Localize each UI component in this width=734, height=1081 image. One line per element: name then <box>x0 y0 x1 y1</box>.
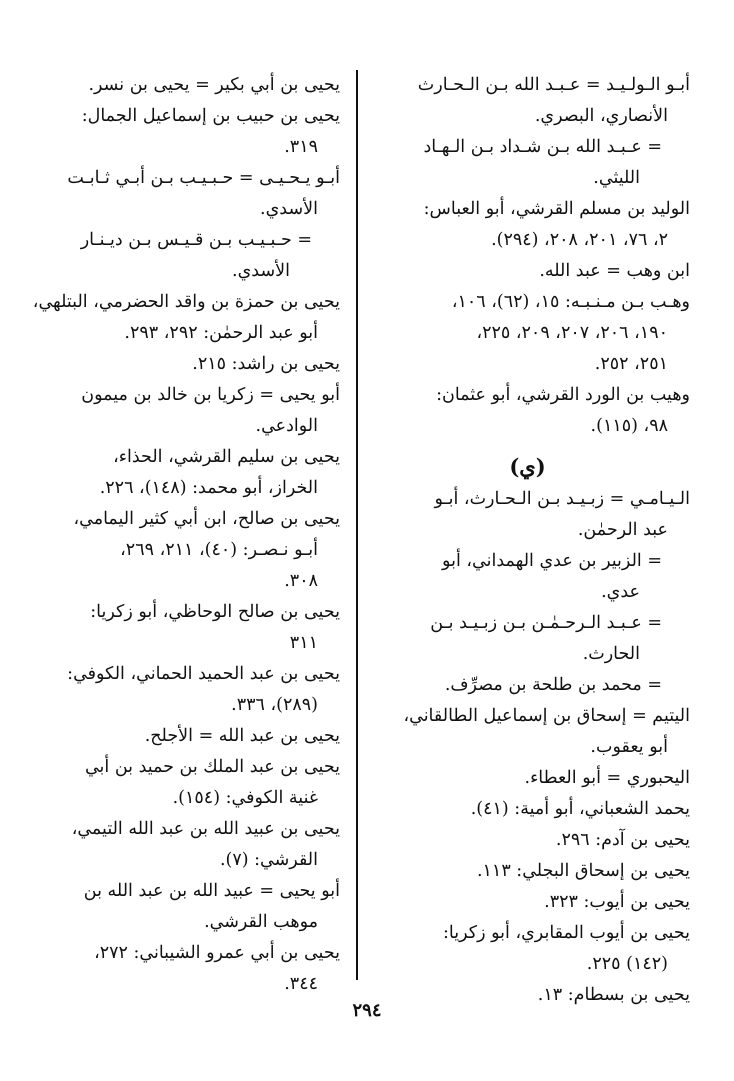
entry-continuation: الحارث. <box>582 644 640 664</box>
entry-text: يحيى بن عبيد الله بن عبد الله التيمي، <box>71 819 340 839</box>
entry-text: = حـبـيـب بـن قـيـس بـن ديـنـار <box>80 230 312 250</box>
left-column <box>15 70 340 1000</box>
entry-continuation: ٣٤٤. <box>284 974 318 994</box>
index-entry <box>365 132 690 194</box>
index-entry <box>365 887 690 918</box>
entry-text: الـيـامـي = زبـيـد بـن الـحـارث، أبـو <box>434 489 690 509</box>
entry-continuation: (١٤٢) ٢٢٥. <box>586 954 668 974</box>
entry-text: = الزبير بن عدي الهمداني، أبو <box>442 551 662 571</box>
index-entry <box>15 814 340 876</box>
index-entry <box>15 938 340 1000</box>
index-entry <box>15 721 340 752</box>
entry-text: اليحبوري = أبو العطاء. <box>524 768 690 788</box>
entry-text: يحمد الشعباني، أبو أمية: (٤١). <box>470 799 690 819</box>
index-entry <box>15 380 340 442</box>
index-entry <box>15 752 340 814</box>
index-entry <box>15 101 340 163</box>
index-entry <box>365 856 690 887</box>
entry-continuation: الخراز، أبو محمد: (١٤٨)، ٢٢٦. <box>99 478 318 498</box>
entry-text: يحيى بن أيوب: ٣٢٣. <box>544 892 690 912</box>
column-divider <box>356 70 358 980</box>
entry-continuation: أبو عبد الرحمٰن: ٢٩٢، ٢٩٣. <box>124 323 318 343</box>
index-entry <box>365 256 690 287</box>
entry-continuation: (٢٨٩)، ٣٣٦. <box>231 695 318 715</box>
entry-continuation: عبد الرحمٰن. <box>577 520 668 540</box>
entry-text: يحيى بن صالح الوحاظي، أبو زكريا: <box>90 602 340 622</box>
section-heading: (ي) <box>509 454 546 479</box>
index-entry <box>15 349 340 380</box>
entry-continuation: الأنصاري، البصري. <box>534 106 668 126</box>
entry-text: يحيى بن بسطام: ١٣. <box>537 985 690 1005</box>
entry-continuation: ٢، ٧٦، ٢٠١، ٢٠٨، (٢٩٤). <box>491 230 668 250</box>
index-entry <box>15 163 340 225</box>
entry-text: = عـبـد الـرحـمٰـن بـن زبـيـد بـن <box>430 613 662 633</box>
index-entry <box>15 504 340 597</box>
entry-text: أبو يحيى = زكريا بن خالد بن ميمون <box>81 385 340 405</box>
index-entry <box>15 70 340 101</box>
index-entry <box>365 670 690 701</box>
entry-continuation: الوادعي. <box>255 416 318 436</box>
index-entry <box>15 597 340 659</box>
right-column <box>365 70 690 1011</box>
entry-continuation: ٣١١ <box>289 633 318 653</box>
index-entry <box>365 701 690 763</box>
index-entry <box>365 287 690 380</box>
index-entry <box>15 876 340 938</box>
index-entry <box>365 825 690 856</box>
entry-text: يحيى بن إسحاق البجلي: ١١٣. <box>476 861 690 881</box>
entry-text: يحيى بن راشد: ٢١٥. <box>192 354 340 374</box>
entry-text: ابن وهب = عبد الله. <box>539 261 690 281</box>
index-entry <box>365 608 690 670</box>
entry-text: أبـو الـولـيـد = عـبـد الله بـن الـحـارث <box>417 75 690 95</box>
entry-text: يحيى بن صالح، ابن أبي كثير اليمامي، <box>73 509 340 529</box>
entry-text: = عـبـد الله بـن شـداد بـن الـهـاد <box>423 137 662 157</box>
index-entry <box>365 794 690 825</box>
index-entry <box>15 225 340 287</box>
entry-continuation: القرشي: (٧). <box>219 850 318 870</box>
index-entry <box>15 287 340 349</box>
index-entry <box>365 484 690 546</box>
index-entry <box>365 763 690 794</box>
entry-text: وهـب بـن مـنـبـه: ١٥، (٦٢)، ١٠٦، <box>451 292 690 312</box>
page-number: ٢٩٤ <box>352 1000 382 1021</box>
entry-text: يحيى بن أبي بكير = يحيى بن نسر. <box>88 75 340 95</box>
entry-text: اليتيم = إسحاق بن إسماعيل الطالقاني، <box>403 706 690 726</box>
entry-continuation: ٣٠٨. <box>284 571 318 591</box>
entry-continuation: ١٩٠، ٢٠٦، ٢٠٧، ٢٠٩، ٢٢٥، <box>476 323 668 343</box>
entry-text: = محمد بن طلحة بن مصرِّف. <box>444 675 662 695</box>
entry-text: يحيى بن عبد الحميد الحماني، الكوفي: <box>67 664 340 684</box>
entry-text: يحيى بن أبي عمرو الشيباني: ٢٧٢، <box>94 943 340 963</box>
entry-continuation: أبو يعقوب. <box>590 737 668 757</box>
entry-text: أبـو يـحـيـى = حـبـيـب بـن أبـي ثـابـت <box>67 168 340 188</box>
index-entry <box>365 380 690 442</box>
entry-continuation: غنية الكوفي: (١٥٤). <box>172 788 318 808</box>
index-entry <box>15 659 340 721</box>
index-entry <box>15 442 340 504</box>
entry-text: يحيى بن حمزة بن واقد الحضرمي، البتلهي، <box>32 292 340 312</box>
index-entry <box>365 546 690 608</box>
entry-continuation: أبـو نـصـر: (٤٠)، ٢١١، ٢٦٩، <box>120 540 318 560</box>
entry-continuation: الأسدي. <box>232 261 290 281</box>
entry-text: يحيى بن حبيب بن إسماعيل الجمال: <box>81 106 340 126</box>
entry-text: أبو يحيى = عبيد الله بن عبد الله بن <box>83 881 340 901</box>
index-entry <box>365 70 690 132</box>
index-entry <box>365 194 690 256</box>
entry-continuation: ٣١٩. <box>284 137 318 157</box>
entry-continuation: الليثي. <box>593 168 640 188</box>
index-entry <box>365 918 690 980</box>
entry-continuation: ٢٥١، ٢٥٢. <box>594 354 668 374</box>
entry-continuation: عدي. <box>601 582 640 602</box>
entry-text: يحيى بن سليم القرشي، الحذاء، <box>113 447 340 467</box>
entry-text: يحيى بن آدم: ٢٩٦. <box>555 830 690 850</box>
entry-text: يحيى بن عبد الله = الأجلح. <box>144 726 340 746</box>
entry-continuation: الأسدي. <box>260 199 318 219</box>
entry-text: يحيى بن أيوب المقابري، أبو زكريا: <box>443 923 690 943</box>
entry-text: الوليد بن مسلم القرشي، أبو العباس: <box>423 199 690 219</box>
entry-continuation: ٩٨، (١١٥). <box>590 416 668 436</box>
entry-text: يحيى بن عبد الملك بن حميد بن أبي <box>84 757 340 777</box>
entry-text: وهيب بن الورد القرشي، أبو عثمان: <box>436 385 690 405</box>
entry-continuation: موهب القرشي. <box>204 912 318 932</box>
